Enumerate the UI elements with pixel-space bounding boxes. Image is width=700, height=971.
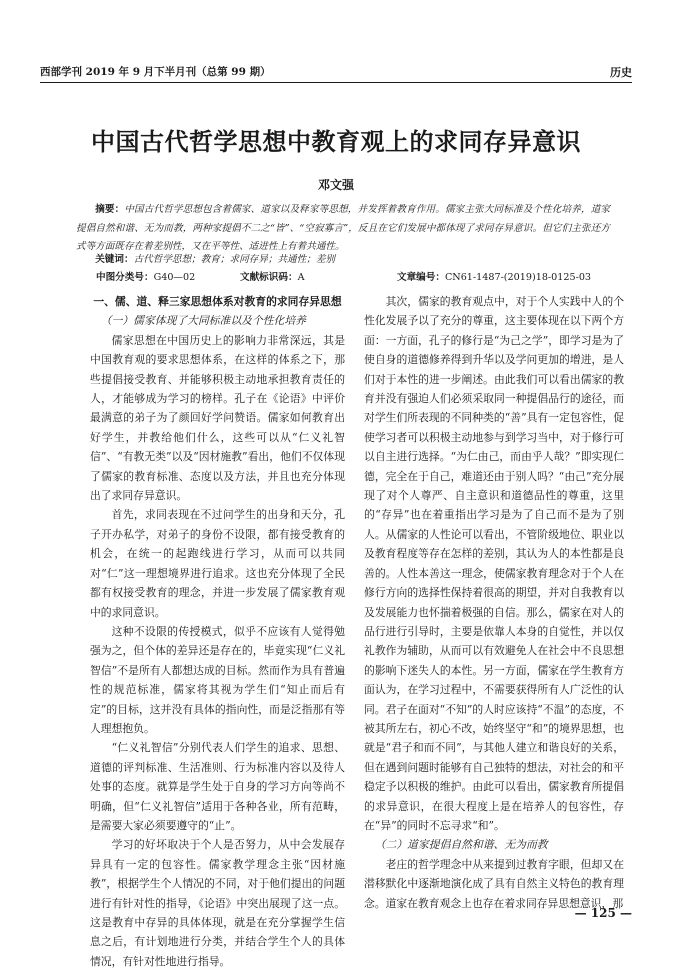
journal-info: 西部学刊 2019 年 9 月下半月刊（总第 99 期） xyxy=(40,66,271,78)
clc-number xyxy=(96,269,195,287)
keywords-label: 关键词： xyxy=(95,254,134,265)
body-paragraph: 儒家思想在中国历史上的影响力非常深远，其是中国教育观的要求思想体系，在这样的体系之下，那些提倡接受教育、并能够积极主动地承担教育责任的人，才能够成为学习的榜样。孔子在《论语》中评价最满意的弟子为了颜回好学问赞语。儒家如何教育出好学生，并教给他们什么，这些可以从“仁义礼智信”、“有教无类”以及“因材施教”看出，他们不仅体现了儒家的教育标准、态度以及方法，并且也充分体现出了求同存异意识。 xyxy=(90,333,345,503)
abstract xyxy=(76,201,610,257)
body-paragraph: 首先，求同表现在不过问学生的出身和天分，孔子开办私学，对弟子的身份不设限，都有接受教育的机会，在统一的起跑线进行学习，从而可以共同对“仁”这一理想境界进行追求。这也充分体现了全民都有权接受教育的理念，并进一步发展了儒家教育观中的求同意识。 xyxy=(90,508,345,619)
section-label: 历史 xyxy=(610,66,632,79)
abstract-label: 摘要： xyxy=(95,204,125,215)
body-paragraph: 这种不设限的传授模式，似乎不应该有人觉得勉强为之，但个体的差异还是存在的，毕竟实现“仁义礼智信”不是所有人都想达成的目标。然而作为具有普遍性的规范标准，儒家将其视为学生们“知止而后有定”的目标，这并没有具体的指向性，而是泛指那有等人理想抱负。 xyxy=(90,624,345,735)
author-name: 邓文强 xyxy=(317,178,354,192)
running-header xyxy=(40,60,632,80)
article-title: 中国古代哲学思想中教育观上的求同存异意识 xyxy=(91,127,581,156)
keywords xyxy=(76,251,610,269)
keywords-text: 古代哲学思想；教育；求同存异；共通性；差别 xyxy=(133,254,336,265)
header-divider xyxy=(40,82,632,83)
body-paragraph: 老庄的哲学理念中从来提到过教育字眼，但却又在潜移默化中逐渐地演化成了具有自然主义特色的教育理念。道家在教育观念上也存在着求同存异思想意识，那 xyxy=(364,857,624,910)
clc-value: G40—02 xyxy=(153,272,196,283)
document-code xyxy=(240,269,305,287)
document-code-value: A xyxy=(297,272,305,283)
section-heading: 一、儒、道、释三家思想体系对教育的求同存异思想 xyxy=(93,295,342,308)
article-number-value: CN61-1487-(2019)18-0125-03 xyxy=(444,272,592,283)
subsection-heading: （二）道家提倡自然和谐、无为而教 xyxy=(374,838,548,852)
body-paragraph: “仁义礼智信”分别代表人们学生的追求、思想、道德的评判标准、生活准则、行为标准内容以及待人处事的态度。就算是学生处于自身的学习方向等尚不明确，但“仁义礼智信”适用于各种各业，所有范畴，是需要大家必须要遵守的“止”。 xyxy=(90,741,345,832)
abstract-text: 中国古代哲学思想包含着儒家、道家以及释家等思想，并发挥着教育作用。儒家主张大同标准及个性化培养，道家提倡自然和谐、无为而教，两种家提倡不二之“皆”、“空寂寡言”，反且在它们发展中都体现了求同存异意识。但它们主张还方式等方面既存在着差别性，又在平等性、适进性上有着共通性。 xyxy=(76,204,611,252)
body-column-left xyxy=(90,292,345,971)
clc-label: 中图分类号： xyxy=(96,272,154,283)
page-number: — 125 — xyxy=(574,906,632,920)
body-column-right xyxy=(364,292,624,913)
body-paragraph: 学习的好坏取决于个人是否努力，从中会发展存异具有一定的包容性。儒家教学理念主张“因材施教”，根据学生个人情况的不同，对于他们提出的问题进行有针对性的指导，《论语》中突出展现了这一点。这是教育中存异的具体体现，就是在充分掌握学生信息之后，有计划地进行分类，并结合学生个人的具体情况，有针对性地进行指导。 xyxy=(90,838,345,968)
subsection-heading: （一）儒家体现了大同标准以及个性化培养 xyxy=(100,314,306,328)
article-number-label: 文章编号： xyxy=(397,272,445,283)
document-code-label: 文献标识码： xyxy=(240,272,298,283)
body-paragraph: 其次，儒家的教育观点中，对于个人实践中人的个性化发展予以了充分的尊重，这主要体现在以下两个方面：一方面，孔子的修行是“为己之学”，即学习是为了使自身的道德修养得到升华以及学问更加的增进，是人们对于本性的进一步阐述。由此我们可以看出儒家的教育并没有强迫人们必须采取同一种提倡品行的途径，而对学生们所表现的不同种类的“善”具有一定包容性，促使学习者可以积极主动地参与到学习当中，对于修行可以自主进行选择。“为仁由己，而由乎人哉？”即实现仁德，完全在于自己，难道还由于别人吗？“由己”充分展现了对个人尊严、自主意识和道德品性的尊重，这里的“存异”也在着重指出学习是为了自己而不是为了别人。从儒家的人性论可以看出，不管阶级地位、职业以及教育程度等存在怎样的差别，其认为人的本性都是良善的。人性本善这一理念，使儒家教育理念对于个人在修行方向的选择性保持着很高的期望，并对自我教育以及发展能力也怀揣着极强的自信。那么，儒家在对人的品行进行引导时，主要是依靠人本身的自觉性，并以仅礼教作为辅助，从而可以有效避免人在社会中不良思想的影响下迷失人的本性。另一方面，儒家在学生教育方面认为，在学习过程中，不需要获得所有人广泛性的认同。君子在面对“不知”的人时应该持“不温”的态度，不被其所左右，初心不改，始终坚守“和”的境界思想，也就是“君子和而不同”，与其他人建立和谐良好的关系，但在遇到问题时能够有自己独特的想法，对社会的和平稳定予以积极的维护。由此可以看出，儒家教育所提倡的求异意识，在很大程度上是在培养人的包容性，存在“异”的同时不忘寻求“和”。 xyxy=(364,295,624,832)
article-number xyxy=(397,269,591,287)
